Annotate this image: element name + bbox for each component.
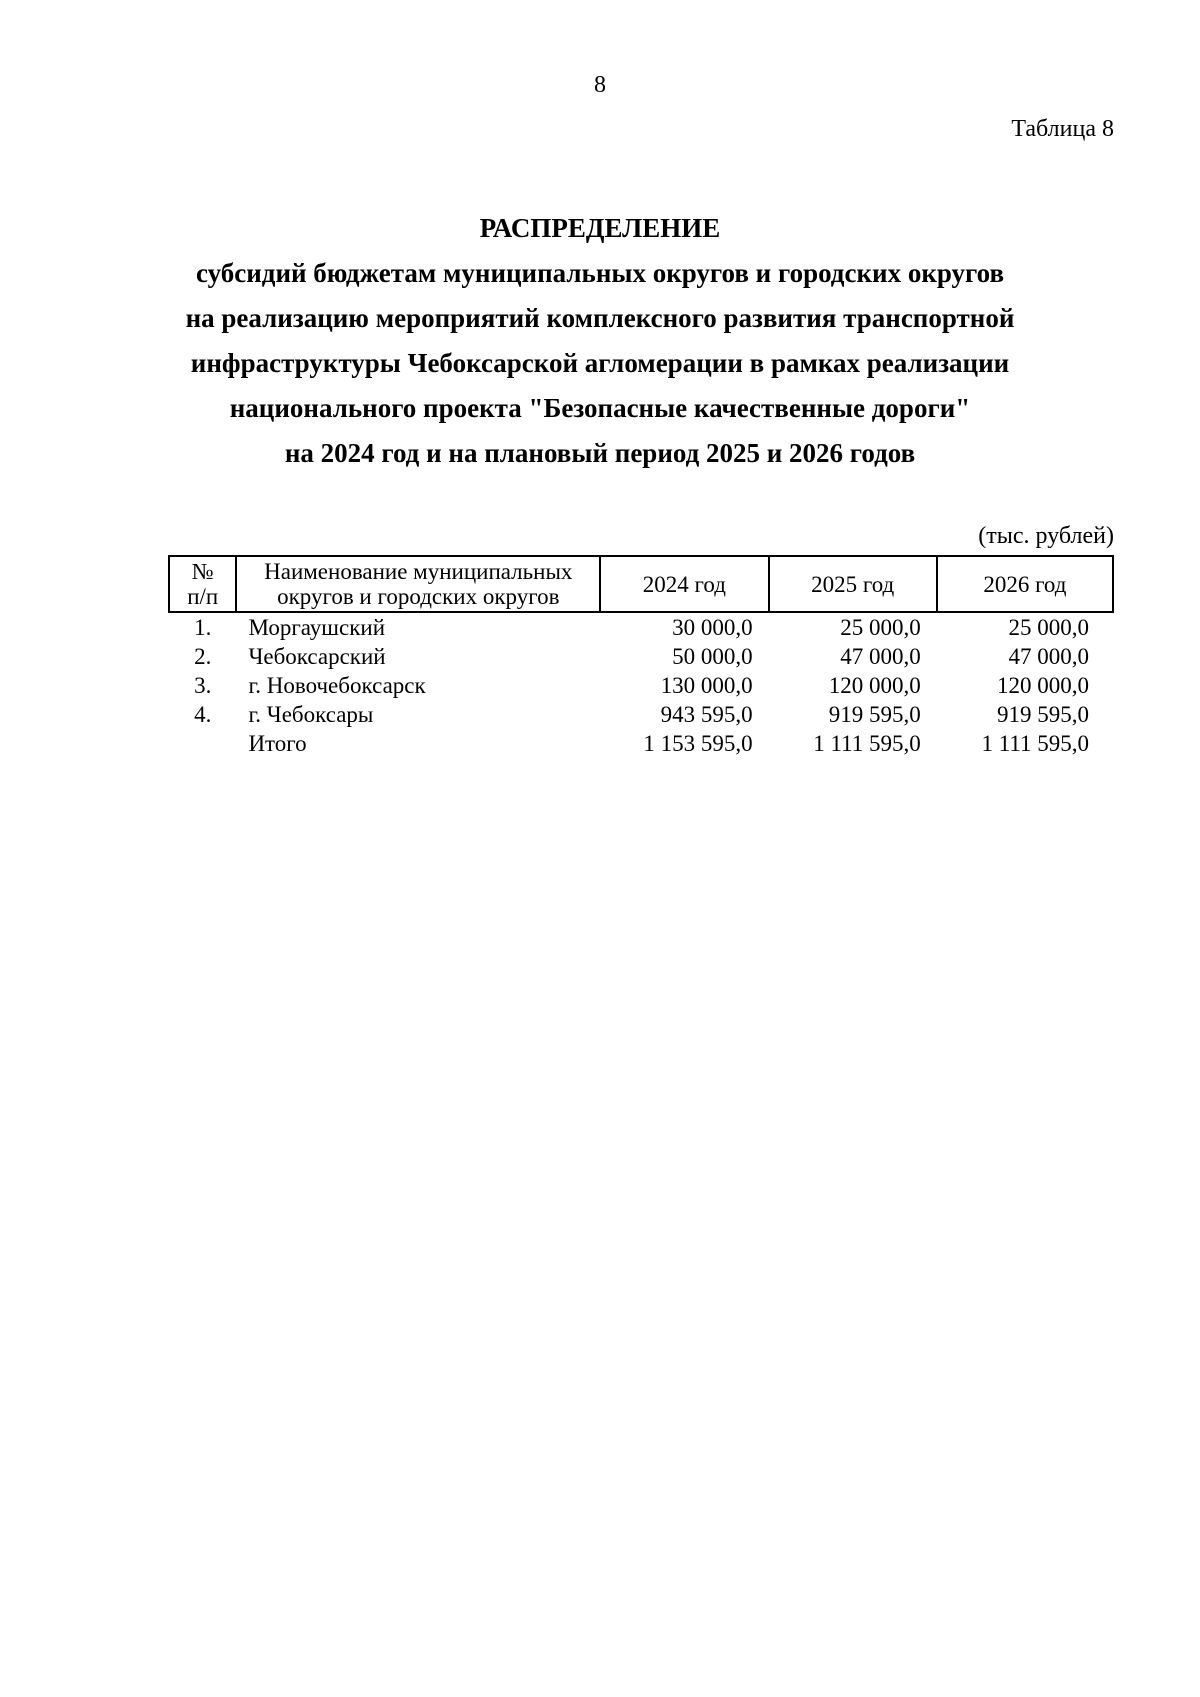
total-value-2026: 1 111 595,0 xyxy=(981,731,1089,756)
document-title xyxy=(0,206,1200,476)
total-label: Итого xyxy=(248,731,307,756)
table-row xyxy=(169,612,1113,642)
row-name: г. Новочебоксарск xyxy=(248,673,426,698)
title-line: на 2024 год и на плановый период 2025 и 2026 годов xyxy=(284,438,916,468)
row-value-2025: 120 000,0 xyxy=(828,673,921,698)
title-line: национального проекта "Безопасные качественные дороги" xyxy=(229,393,971,423)
row-value-2025: 25 000,0 xyxy=(840,615,921,640)
table-label: Таблица 8 xyxy=(1011,116,1114,142)
row-name: Моргаушский xyxy=(248,615,385,640)
row-value-2024: 130 000,0 xyxy=(660,673,753,698)
units-note: (тыс. рублей) xyxy=(978,523,1114,549)
row-value-2026: 47 000,0 xyxy=(1008,644,1089,669)
table-total-row xyxy=(169,729,1113,758)
row-value-2024: 50 000,0 xyxy=(672,644,753,669)
table-header-row xyxy=(169,556,1113,612)
header-number-line: п/п xyxy=(187,584,219,609)
table-row xyxy=(169,642,1113,671)
row-value-2025: 47 000,0 xyxy=(840,644,921,669)
row-number: 3. xyxy=(194,673,212,698)
page-number: 8 xyxy=(594,72,606,98)
title-line: на реализацию мероприятий комплексного развития транспортной xyxy=(185,303,1015,333)
title-line: инфраструктуры Чебоксарской агломерации в рамках реализации xyxy=(190,348,1010,378)
header-2025: 2025 год xyxy=(769,556,937,612)
header-number xyxy=(169,556,236,612)
row-number: 4. xyxy=(194,702,212,727)
header-2024: 2024 год xyxy=(600,556,768,612)
table-row xyxy=(169,671,1113,700)
total-value-2025: 1 111 595,0 xyxy=(813,731,921,756)
total-number xyxy=(169,729,236,758)
title-heading: РАСПРЕДЕЛЕНИЕ xyxy=(479,213,721,243)
header-name-line: Наименование муниципальных xyxy=(264,559,573,584)
header-name-line: округов и городских округов xyxy=(277,584,560,609)
row-number: 2. xyxy=(194,644,212,669)
row-value-2024: 30 000,0 xyxy=(672,615,753,640)
total-value-2024: 1 153 595,0 xyxy=(643,731,753,756)
row-value-2024: 943 595,0 xyxy=(660,702,753,727)
header-number-line: № xyxy=(191,559,214,584)
row-name: Чебоксарский xyxy=(248,644,386,669)
title-line: субсидий бюджетам муниципальных округов и городских округов xyxy=(195,258,1005,288)
row-value-2026: 120 000,0 xyxy=(997,673,1089,698)
row-name: г. Чебоксары xyxy=(248,702,374,727)
row-value-2026: 919 595,0 xyxy=(997,702,1089,727)
header-2026: 2026 год xyxy=(937,556,1113,612)
row-value-2026: 25 000,0 xyxy=(1008,615,1089,640)
distribution-table xyxy=(168,555,1114,758)
row-value-2025: 919 595,0 xyxy=(828,702,921,727)
row-number: 1. xyxy=(194,615,212,640)
table-row xyxy=(169,700,1113,729)
header-name xyxy=(236,556,600,612)
